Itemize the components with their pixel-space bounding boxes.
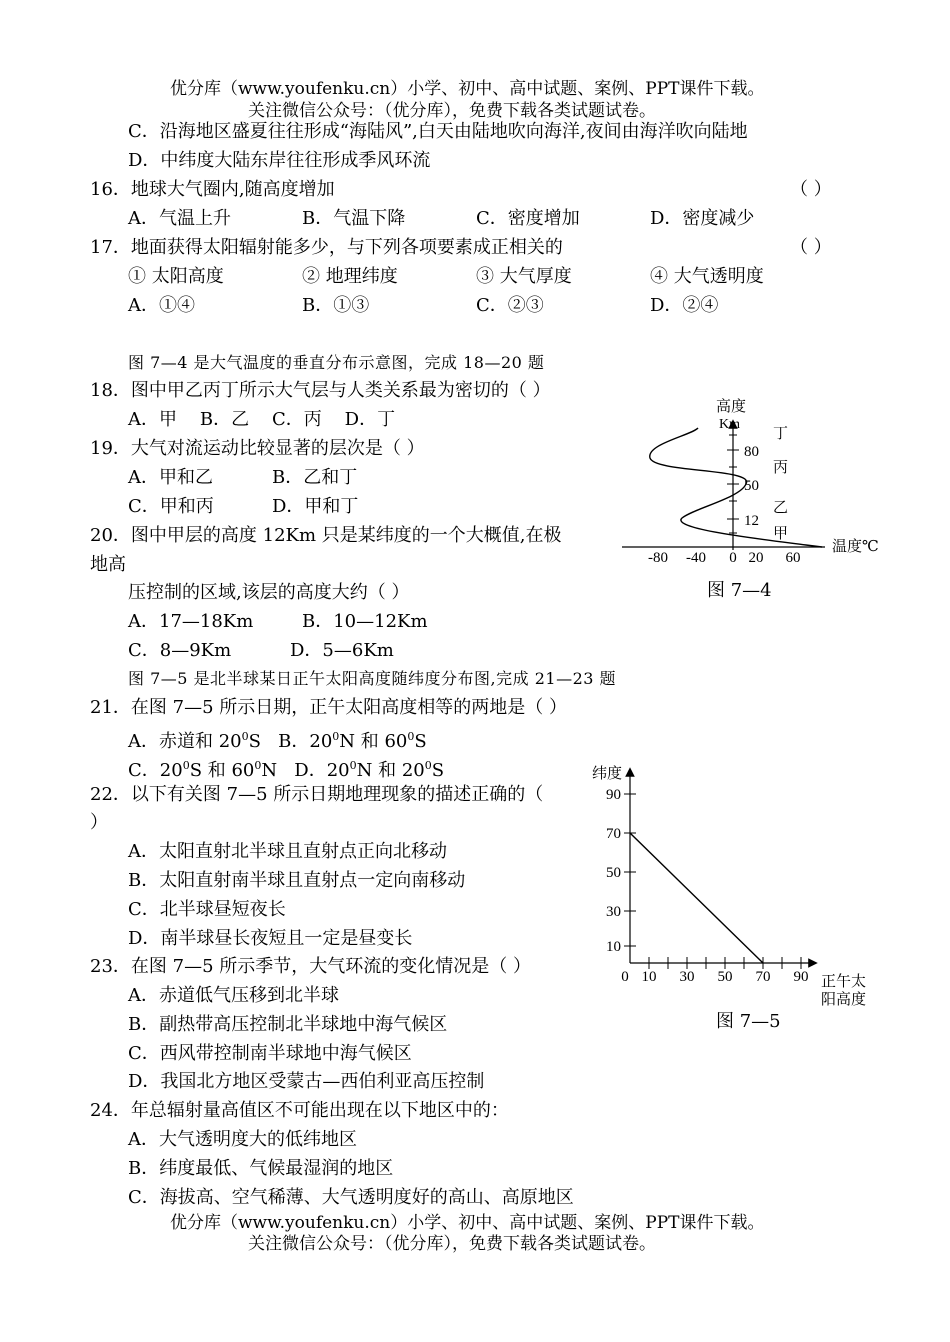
- fig75-sun-altitude-line: [630, 833, 763, 963]
- q19-stem: 19．大气对流运动比较显著的层次是（ ）: [90, 438, 425, 459]
- q19-option-b: B．乙和丁: [272, 467, 358, 488]
- q20-option-c: C．8—9Km: [128, 640, 232, 661]
- q18-stem: 18．图中甲乙丙丁所示大气层与人类关系最为密切的（ ）: [90, 380, 551, 401]
- fig75-y-tick-10: 10: [606, 939, 621, 955]
- q16-option-b: B．气温下降: [302, 208, 406, 229]
- fig75-x-tick-50: 50: [717, 969, 733, 985]
- q16-option-c: C．密度增加: [476, 208, 580, 229]
- q22-option-a: A．太阳直射北半球且直射点正向北移动: [128, 841, 447, 862]
- q15-option-d: D．中纬度大陆东岸往往形成季风环流: [128, 150, 431, 171]
- fig74-x-tick-60: 60: [785, 550, 801, 566]
- q24-option-c: C．海拔高、空气稀薄、大气透明度好的高山、高原地区: [128, 1187, 574, 1208]
- fig75-caption: 图 7—5: [716, 1011, 781, 1032]
- q21-options-row-1: A．赤道和 $20^0S$ B．$20^0N$ 和 $60^0S$: [128, 730, 427, 752]
- q24-stem: 24．年总辐射量高值区不可能出现在以下地区中的：: [90, 1100, 509, 1121]
- header-line-1: 优分库（www.youfenku.cn）小学、初中、高中试题、案例、PPT课件下载。: [170, 79, 765, 99]
- fig75-x-tick-90: 90: [793, 969, 809, 985]
- q16-option-a: A．气温上升: [128, 208, 231, 229]
- footer-line-2: 关注微信公众号：（优分库），免费下载各类试题试卷。: [248, 1234, 656, 1254]
- q23-option-d: D．我国北方地区受蒙古—西伯利亚高压控制: [128, 1071, 485, 1092]
- q17-item-4: ④ 大气透明度: [650, 266, 764, 287]
- fig75-y-tick-30: 30: [606, 904, 621, 920]
- fig75-y-tick-90: 90: [606, 787, 621, 803]
- fig74-x-label: 温度℃: [832, 539, 879, 555]
- fig74-y-label-2: Km: [719, 417, 740, 432]
- q17-item-1: ① 太阳高度: [128, 266, 224, 287]
- q17-option-a: A．①④: [128, 295, 195, 316]
- fig75-x-tick-0: 0: [621, 969, 629, 985]
- q17-stem: 17．地面获得太阳辐射能多少，与下列各项要素成正相关的: [90, 237, 563, 258]
- fig74-x-tick-minus40: -40: [686, 550, 706, 566]
- q20-option-d: D．5—6Km: [290, 640, 394, 661]
- fig74-layer-jia: 甲: [773, 526, 789, 542]
- q16-stem: 16．地球大气圈内,随高度增加: [90, 179, 335, 200]
- fig75-x-tick-70: 70: [755, 969, 771, 985]
- header-line-2: 关注微信公众号：（优分库），免费下载各类试题试卷。: [248, 101, 656, 121]
- q20-option-a: A．17—18Km: [128, 611, 254, 632]
- q22-option-d: D．南半球昼长夜短且一定是昼变长: [128, 928, 413, 949]
- q16-option-d: D．密度减少: [650, 208, 755, 229]
- q19-option-d: D．甲和丁: [272, 496, 359, 517]
- q20-stem-3: 压控制的区域,该层的高度大约（ ）: [128, 582, 410, 603]
- fig74-x-tick-0: 0: [729, 550, 737, 566]
- q23-option-a: A．赤道低气压移到北半球: [128, 985, 339, 1006]
- fig74-temperature-curve: [650, 428, 822, 547]
- fig74-x-tick-20: 20: [748, 550, 764, 566]
- q18-options: A．甲 B．乙 C．丙 D．丁: [128, 409, 396, 430]
- q24-option-b: B．纬度最低、气候最湿润的地区: [128, 1158, 394, 1179]
- fig74-y-label-1: 高度: [716, 399, 747, 415]
- q20-stem-1: 20．图中甲层的高度 12Km 只是某纬度的一个大概值,在极: [90, 525, 562, 546]
- q15-option-c: C．沿海地区盛夏往往形成“海陆风”,白天由陆地吹向海洋,夜间由海洋吹向陆地: [128, 121, 748, 142]
- fig75-y-tick-70: 70: [606, 826, 621, 842]
- fig74-y-tick-80: 80: [744, 444, 759, 460]
- q23-option-b: B．副热带高压控制北半球地中海气候区: [128, 1014, 448, 1035]
- q20-option-b: B．10—12Km: [302, 611, 428, 632]
- footer-line-1: 优分库（www.youfenku.cn）小学、初中、高中试题、案例、PPT课件下载。: [170, 1213, 765, 1233]
- figure-7-4: [600, 390, 900, 570]
- fig74-y-tick-12: 12: [744, 513, 759, 529]
- q16-answer-paren: （ ）: [790, 179, 832, 200]
- q22-option-b: B．太阳直射南半球且直射点一定向南移动: [128, 870, 466, 891]
- fig74-layer-yi: 乙: [773, 500, 789, 516]
- q17-option-c: C．②③: [476, 295, 544, 316]
- fig75-x-label-2: 阳高度: [821, 992, 867, 1008]
- q17-option-b: B．①③: [302, 295, 370, 316]
- fig74-caption: 图 7—4: [707, 580, 772, 601]
- q22-stem-1: 22．以下有关图 7—5 所示日期地理现象的描述正确的（: [90, 784, 544, 805]
- q21-stem: 21．在图 7—5 所示日期，正午太阳高度相等的两地是（ ）: [90, 697, 567, 718]
- q21-options-row-2: C．$20^0S$ 和 $60^0N$ D．$20^0N$ 和 $20^0S$: [128, 759, 445, 781]
- q17-option-d: D．②④: [650, 295, 719, 316]
- intro-21-23: 图 7—5 是北半球某日正午太阳高度随纬度分布图,完成 21—23 题: [128, 669, 617, 688]
- q20-stem-2: 地高: [90, 554, 126, 575]
- q19-option-a: A．甲和乙: [128, 467, 213, 488]
- fig74-layer-ding: 丁: [773, 426, 789, 442]
- fig74-x-tick-minus80: -80: [648, 550, 668, 566]
- fig75-x-tick-10: 10: [641, 969, 657, 985]
- q22-option-c: C．北半球昼短夜长: [128, 899, 286, 920]
- fig74-y-tick-50: 50: [744, 478, 759, 494]
- q17-answer-paren: （ ）: [790, 237, 832, 258]
- fig74-layer-bing: 丙: [773, 460, 789, 476]
- q23-option-c: C．西风带控制南半球地中海气候区: [128, 1043, 412, 1064]
- q23-stem: 23．在图 7—5 所示季节，大气环流的变化情况是（ ）: [90, 956, 531, 977]
- q22-stem-2: ）: [90, 812, 108, 833]
- q17-item-3: ③ 大气厚度: [476, 266, 572, 287]
- fig75-x-label-1: 正午太: [821, 974, 867, 990]
- fig75-y-tick-50: 50: [606, 865, 621, 881]
- intro-18-20: 图 7—4 是大气温度的垂直分布示意图，完成 18—20 题: [128, 353, 545, 372]
- fig75-y-label: 纬度: [592, 766, 623, 782]
- q24-option-a: A．大气透明度大的低纬地区: [128, 1129, 357, 1150]
- figure-7-5: [585, 760, 895, 1010]
- q17-item-2: ② 地理纬度: [302, 266, 398, 287]
- q19-option-c: C．甲和丙: [128, 496, 214, 517]
- fig75-x-tick-30: 30: [679, 969, 695, 985]
